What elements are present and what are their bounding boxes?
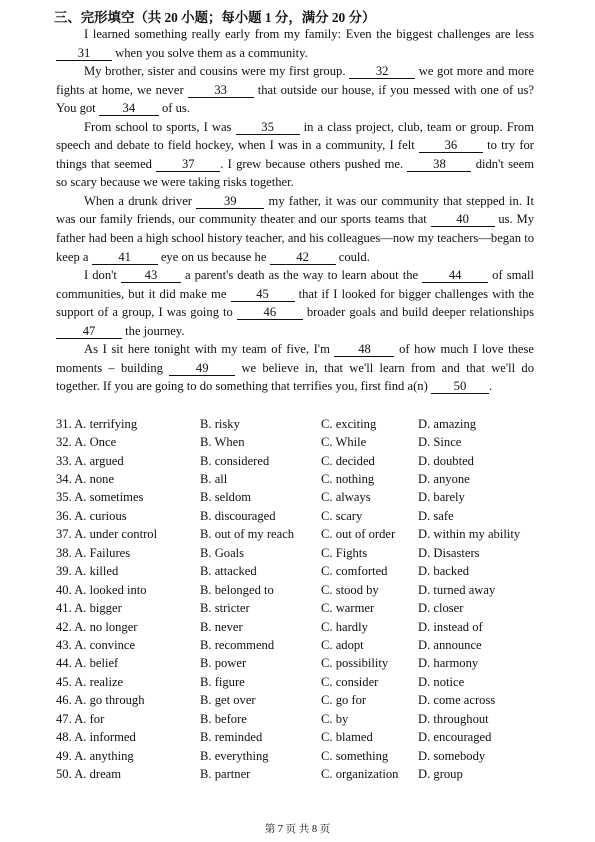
- option-D: D. group: [418, 767, 463, 782]
- answer-options: [56, 415, 546, 784]
- option-A: 36. A. curious: [56, 508, 127, 523]
- option-row: [56, 710, 546, 728]
- passage-text: could.: [335, 249, 370, 264]
- option-A: 37. A. under control: [56, 527, 158, 542]
- option-B: B. recommend: [200, 638, 275, 653]
- option-C: C. warmer: [321, 601, 375, 616]
- blank-38: 38: [407, 158, 471, 172]
- option-D: D. somebody: [418, 748, 486, 763]
- option-D: D. encouraged: [418, 730, 492, 745]
- blank-45: 45: [231, 288, 295, 302]
- blank-36: 36: [419, 139, 483, 153]
- option-B: B. partner: [200, 767, 251, 782]
- option-D: D. anyone: [418, 471, 470, 486]
- option-row: [56, 525, 546, 543]
- blank-37: 37: [156, 158, 220, 172]
- passage-paragraph: [56, 340, 534, 396]
- option-B: B. before: [200, 711, 247, 726]
- option-C: C. possibility: [321, 656, 389, 671]
- option-C: C. hardly: [321, 619, 368, 634]
- option-D: D. safe: [418, 508, 454, 523]
- option-C: C. go for: [321, 693, 367, 708]
- option-row: [56, 433, 546, 451]
- option-D: D. turned away: [418, 582, 496, 597]
- passage-paragraph: [56, 62, 534, 118]
- passage-text: we believe in, that we'll learn from and that we'll do together. If you are going to do something that terrifies you, first find a(n): [56, 360, 534, 394]
- blank-35: 35: [236, 121, 300, 135]
- passage-text: of small communities, but it did make me: [56, 268, 535, 301]
- option-row: [56, 728, 546, 746]
- option-D: D. instead of: [418, 619, 483, 634]
- cloze-passage: [56, 25, 534, 396]
- option-D: D. announce: [418, 638, 482, 653]
- passage-paragraph: [56, 266, 534, 340]
- blank-43: 43: [121, 269, 181, 283]
- option-D: D. amazing: [418, 416, 477, 431]
- option-A: 39. A. killed: [56, 564, 119, 579]
- option-D: D. closer: [418, 601, 464, 616]
- option-C: C. Fights: [321, 545, 368, 560]
- passage-text: that outside our house, if you messed with one of us? You got: [56, 82, 534, 116]
- option-D: D. Disasters: [418, 545, 480, 560]
- option-row: [56, 562, 546, 580]
- page-footer: 第 7 页 共 8 页: [264, 824, 331, 835]
- blank-32: 32: [349, 65, 415, 79]
- option-A: 31. A. terrifying: [56, 416, 138, 431]
- option-B: B. power: [200, 656, 247, 671]
- option-C: C. While: [321, 435, 367, 450]
- blank-47: 47: [56, 325, 122, 339]
- passage-paragraph: [56, 25, 534, 62]
- blank-48: 48: [334, 343, 394, 357]
- option-C: C. nothing: [321, 471, 375, 486]
- option-row: [56, 488, 546, 506]
- option-C: C. scary: [321, 508, 363, 523]
- option-D: D. come across: [418, 693, 496, 708]
- option-D: D. within my ability: [418, 527, 521, 542]
- blank-49: 49: [169, 362, 235, 376]
- option-C: C. blamed: [321, 730, 373, 745]
- passage-text: As I sit here tonight with my team of five, I'm: [84, 342, 335, 357]
- option-B: B. Goals: [200, 545, 245, 560]
- option-A: 40. A. looked into: [56, 582, 147, 597]
- option-A: 32. A. Once: [56, 435, 117, 450]
- option-B: B. seldom: [200, 490, 252, 505]
- option-B: B. discouraged: [200, 508, 276, 523]
- option-row: [56, 599, 546, 617]
- option-C: C. decided: [321, 453, 375, 468]
- option-C: C. adopt: [321, 638, 364, 653]
- blank-34: 34: [99, 102, 159, 116]
- option-A: 35. A. sometimes: [56, 490, 144, 505]
- option-B: B. When: [200, 435, 245, 450]
- option-D: D. harmony: [418, 656, 479, 671]
- option-B: B. figure: [200, 674, 245, 689]
- option-row: [56, 765, 546, 783]
- blank-42: 42: [270, 251, 336, 265]
- option-A: 44. A. belief: [56, 656, 119, 671]
- option-A: 47. A. for: [56, 711, 105, 726]
- option-A: 50. A. dream: [56, 767, 122, 782]
- option-A: 43. A. convince: [56, 638, 136, 653]
- passage-text: of how much I love these moments – building: [56, 342, 534, 375]
- blank-31: 31: [56, 47, 112, 61]
- option-D: D. doubted: [418, 453, 474, 468]
- option-A: 42. A. no longer: [56, 619, 138, 634]
- option-A: 41. A. bigger: [56, 601, 122, 616]
- option-B: B. get over: [200, 693, 256, 708]
- option-B: B. reminded: [200, 730, 263, 745]
- passage-text: the journey.: [122, 323, 185, 338]
- option-row: [56, 673, 546, 691]
- option-B: B. stricter: [200, 601, 250, 616]
- option-B: B. never: [200, 619, 243, 634]
- option-A: 45. A. realize: [56, 674, 124, 689]
- option-D: D. backed: [418, 564, 470, 579]
- option-C: C. something: [321, 748, 389, 763]
- passage-text: I don't: [84, 268, 121, 283]
- passage-text: eye on us because he: [157, 249, 270, 264]
- passage-text: didn't seem so scary because we were taking risks together.: [56, 156, 534, 190]
- option-row: [56, 618, 546, 636]
- option-row: [56, 507, 546, 525]
- option-row: [56, 636, 546, 654]
- option-B: B. all: [200, 471, 228, 486]
- blank-40: 40: [431, 213, 495, 227]
- blank-41: 41: [92, 251, 158, 265]
- option-C: C. stood by: [321, 582, 379, 597]
- option-C: C. by: [321, 711, 349, 726]
- option-row: [56, 452, 546, 470]
- option-row: [56, 654, 546, 672]
- passage-paragraph: [56, 192, 534, 266]
- passage-text: when you solve them as a community.: [112, 45, 308, 60]
- option-B: B. attacked: [200, 564, 257, 579]
- option-D: D. notice: [418, 674, 465, 689]
- option-C: C. exciting: [321, 416, 377, 431]
- passage-text: My brother, sister and cousins were my first group.: [84, 64, 350, 79]
- option-B: B. belonged to: [200, 582, 274, 597]
- blank-44: 44: [422, 269, 488, 283]
- passage-text: a parent's death as the way to learn about the: [180, 268, 423, 283]
- option-D: D. throughout: [418, 711, 489, 726]
- passage-text: .: [488, 379, 493, 394]
- passage-text: . I grew because others pushed me.: [220, 156, 408, 171]
- option-row: [56, 470, 546, 488]
- option-D: D. barely: [418, 490, 465, 505]
- passage-text: my father, it was our community that stepped in. It was our family friends, our community theater and our sports teams that: [56, 193, 534, 227]
- passage-text: that if I looked for bigger challenges with the support of a group, I was going to: [56, 286, 534, 320]
- option-C: C. consider: [321, 674, 379, 689]
- option-B: B. considered: [200, 453, 270, 468]
- passage-text: in a class project, club, team or group. From speech and debate to field hockey, when I was in a community, I felt: [56, 119, 535, 153]
- option-A: 46. A. go through: [56, 693, 145, 708]
- option-row: [56, 747, 546, 765]
- option-row: [56, 544, 546, 562]
- option-A: 34. A. none: [56, 471, 115, 486]
- passage-text: of us.: [158, 101, 190, 116]
- option-B: B. risky: [200, 416, 240, 431]
- passage-text: From school to sports, I was: [84, 119, 236, 134]
- option-A: 49. A. anything: [56, 748, 134, 763]
- passage-paragraph: [56, 118, 534, 192]
- option-D: D. Since: [418, 435, 462, 450]
- passage-text: I learned something really early from my family: Even the biggest challenges are less: [84, 27, 534, 41]
- option-C: C. comforted: [321, 564, 388, 579]
- blank-39: 39: [196, 195, 264, 209]
- option-A: 38. A. Failures: [56, 545, 131, 560]
- option-B: B. everything: [200, 748, 269, 763]
- passage-text: to try for things that seemed: [56, 138, 534, 171]
- passage-text: broader goals and build deeper relationships: [302, 305, 535, 320]
- option-row: [56, 691, 546, 709]
- passage-text: When a drunk driver: [84, 193, 197, 208]
- option-row: [56, 415, 546, 433]
- option-C: C. out of order: [321, 527, 396, 542]
- option-B: B. out of my reach: [200, 527, 295, 542]
- passage-text: we got more and more fights at home, we never: [56, 64, 534, 97]
- blank-33: 33: [188, 84, 254, 98]
- passage-text: us. My father had been a high school history teacher, and his colleagues—now my teachers—began to keep a: [56, 212, 534, 264]
- option-C: C. always: [321, 490, 371, 505]
- option-A: 48. A. informed: [56, 730, 136, 745]
- option-A: 33. A. argued: [56, 453, 124, 468]
- option-C: C. organization: [321, 767, 399, 782]
- blank-50: 50: [431, 380, 489, 394]
- blank-46: 46: [237, 306, 303, 320]
- option-row: [56, 581, 546, 599]
- section-heading: 三、完形填空（共 20 小题；每小题 1 分，满分 20 分）: [54, 10, 376, 25]
